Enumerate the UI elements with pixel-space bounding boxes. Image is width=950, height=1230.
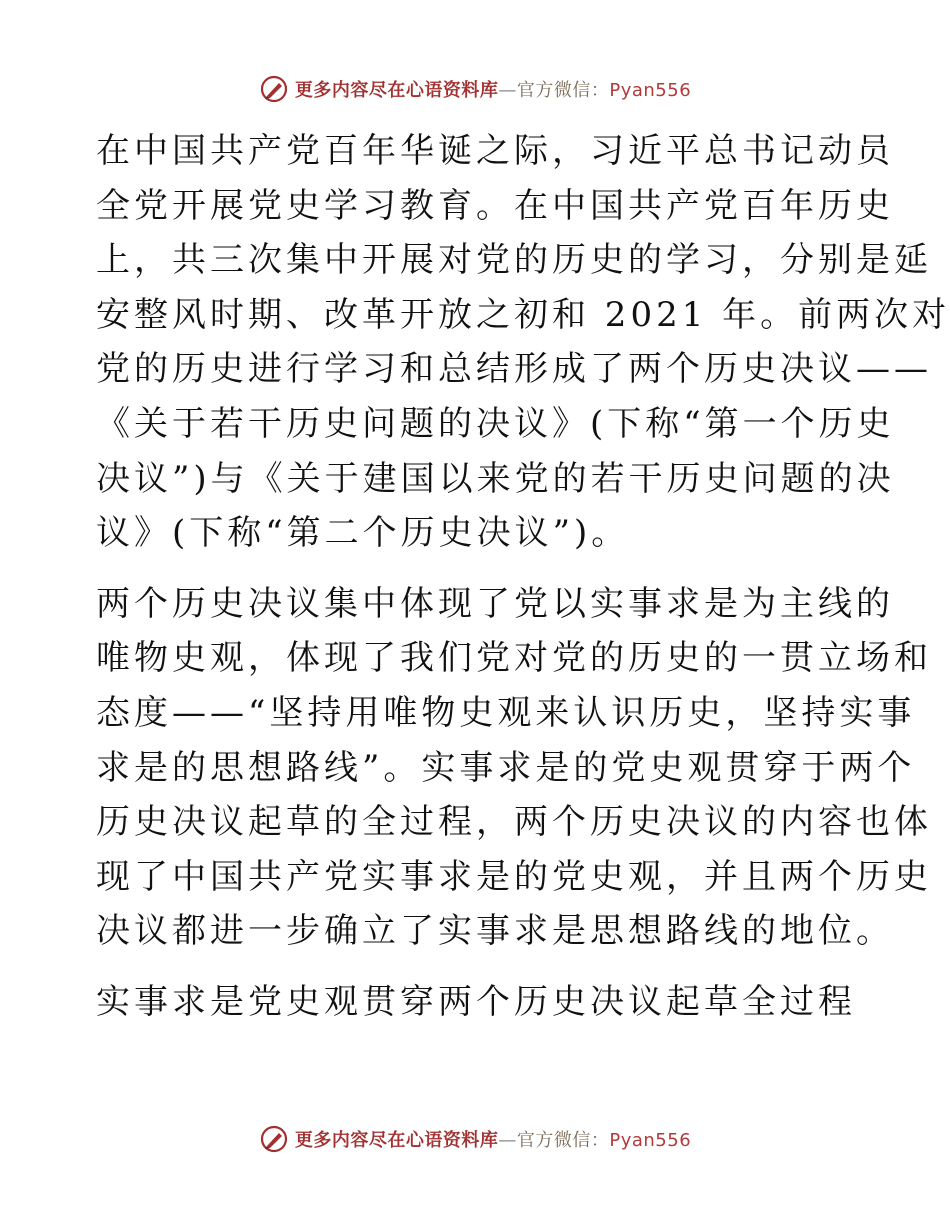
text-line: 历史决议起草的全过程，两个历史决议的内容也体 (96, 802, 932, 843)
text-line: 现了中国共产党实事求是的党史观，并且两个历史 (96, 856, 932, 897)
text-line: 《关于若干历史问题的决议》(下称“第一个历史 (96, 403, 895, 444)
watermark-text: 更多内容尽在心语资料库 (294, 80, 499, 101)
pen-logo-icon (259, 74, 289, 104)
text-line: 安整风时期、改革开放之初和 2021 年。前两次对 (96, 294, 950, 335)
text-line: 求是的思想路线”。实事求是的党史观贯穿于两个 (96, 747, 916, 788)
text-line: 实事求是党史观贯穿两个历史决议起草全过程 (96, 981, 856, 1022)
footer-watermark (0, 1122, 950, 1156)
document-body (96, 124, 950, 1030)
text-line: 上，共三次集中开展对党的历史的学习，分别是延 (96, 240, 932, 281)
watermark-text-line (295, 1126, 691, 1152)
watermark-separator: — (498, 80, 517, 101)
text-line: 全党开展党史学习教育。在中国共产党百年历史 (96, 185, 894, 226)
watermark-text-line (295, 76, 691, 102)
pen-logo-icon (259, 1124, 289, 1154)
watermark-wechat-id: Pyan556 (609, 80, 692, 101)
watermark-wechat-label: 官方微信： (516, 80, 610, 101)
watermark-wechat-label: 官方微信： (516, 1130, 610, 1151)
paragraph (96, 577, 932, 959)
text-line: 党的历史进行学习和总结形成了两个历史决议—— (96, 349, 932, 390)
watermark-wechat-id: Pyan556 (609, 1130, 692, 1151)
text-line: 态度——“坚持用唯物史观来认识历史，坚持实事 (96, 692, 916, 733)
text-line: 在中国共产党百年华诞之际，习近平总书记动员 (96, 131, 894, 171)
header-watermark (0, 72, 950, 106)
text-line: 议》(下称“第二个历史决议”)。 (96, 513, 630, 554)
paragraph (96, 124, 950, 561)
text-line: 唯物史观，体现了我们党对党的历史的一贯立场和 (96, 638, 932, 679)
watermark-text: 更多内容尽在心语资料库 (294, 1130, 499, 1151)
text-line: 决议”)与《关于建国以来党的若干历史问题的决 (96, 458, 895, 499)
text-line: 两个历史决议集中体现了党以实事求是为主线的 (96, 583, 894, 624)
watermark-separator: — (498, 1130, 517, 1151)
text-line: 决议都进一步确立了实事求是思想路线的地位。 (96, 911, 894, 952)
section-heading (96, 975, 856, 1030)
